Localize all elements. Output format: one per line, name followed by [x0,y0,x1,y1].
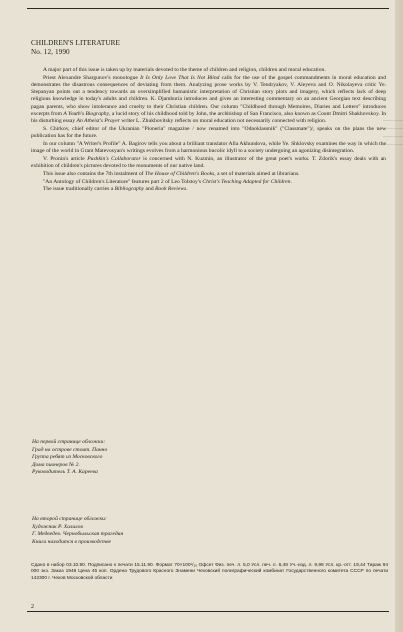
text-run: The issue traditionally carries a [43,186,115,193]
journal-title: CHILDREN'S LITERATURE [31,39,121,47]
text-run: A major part of this issue is taken up by materials devoted to the theme of children and religion, children and moral education. [43,67,326,73]
summary-paragraph [31,67,386,74]
text-run: is concerned with N. Kuzmin, an illustrator of the great poet's works. T. Zdorik's essay deals with an exhibition of children's pictures devoted to the monuments of our native land. [31,155,386,170]
imprint-text: Сдано в набор 03.10.90. Подписано к печати 15.11.90. Формат 70×100¹/₁₆ Офсет Физ. печ. л. 5,0 Усл. печ. л. 6,48 Уч.-изд. л. 9,98 Усл. кр.-отт. 19,44 Тираж 94 000 экз. Заказ 1946 Цена 45 коп. Ордена Трудового Красного Знамени Чеховский полиграфический комбинат Государственного комитета СССР по печати 142300 г. Чехов Московской области [31,563,388,581]
summary-paragraph [31,141,386,155]
italic-title: Christ's Teaching Adapted for Children [202,178,291,185]
page-number: 2 [31,604,34,610]
text-run: and [144,186,156,193]
text-run: writer L. Zhukhovitsky reflects on moral education not necessarily connected with religion. [119,118,327,125]
italic-title: The House of Children's Books [144,170,215,177]
summary-paragraph [31,126,386,140]
summary-paragraph [31,75,386,125]
second-cover-line: Г. Медведев. Чернобыльская трагедия [32,531,124,537]
first-cover-line: Группа ребят из Московского [32,454,103,460]
text-run: calls for the use of the gospel commandments in moral education and demonstrates the disastrous consequences of deviating from them. Analyzing prose works by V. Tendryakov, V. Aleyeva and O. Nikolayeva critic Ye. Stepanyan points out a tendency towards an oversimplified humanistic interpretation of Christian story plots and imagery, which reflects lack of deep religious knowledge in today's adults and children. K. Djamburia introduces and gives an interesting commentary on an ancient Georgian text describing pagan parents, who show intolerance and cruelty to their Christian children. Our column "Childhood through Memoires, Diaries and Letters" introduces excerpts from [31,74,386,117]
bottom-rule [27,611,389,612]
text-run: In our column "A Writer's Profile" A. Bagirov tells you about a brilliant translator Alla Akhundova, while Ye. Shklovsky examines the way in which the image of the world in Grant Matevosyan's writings evolves from a harmonious bucolic idyll to a society undergoing an agonizing disintegration. [31,140,386,155]
text-run: . [290,178,292,185]
first-cover-line: Руководитель Т. А. Кареева [32,469,98,475]
text-run: S. Chirkov, chief editor of the Ukranian "Pioneria" magazine / now renamed into "Odnoklassnik" ("Classmate")/, speaks on the plans the new publication has for the future. [31,125,386,140]
summary-paragraph [31,179,386,186]
text-run: , a set of materials aimed at librarians. [214,170,300,177]
summary-paragraph [31,171,386,178]
second-cover-line: Художник Р. Халилов [32,523,83,530]
second-cover-credits [32,516,123,546]
text-run: "An Antology of Children's Literature" features part 2 of Leo Tolstoy's [43,178,203,185]
text-run: , a lucid story of his childhood told by John, the archbishop of San Francisco, also known as Count Dmitri Shakhovskoy. In his disturbing essay [31,110,386,125]
second-cover-line: Книга находится в производстве [32,538,111,545]
text-run: . [186,186,188,193]
italic-title: Book Reviews [155,186,187,193]
italic-title: It Is Only Love That Is Not Blind [140,74,220,81]
summary-text [31,67,386,194]
italic-title: A Youth's Biography [63,110,110,117]
first-cover-credits [32,439,107,477]
top-rule [27,8,389,9]
first-cover-line: Град на острове стоит. Панно [32,446,108,453]
italic-title: An Atheist's Prayer [76,118,120,125]
journal-heading [31,39,120,57]
summary-paragraph [31,156,386,170]
page-edge [395,0,403,632]
second-cover-caption: На второй странице обложки: [32,516,107,522]
issue-number: No. 12, 1990 [31,48,70,56]
text-run: Priest Alexandre Shargunov's monologue [43,74,141,81]
text-run: V. Pronin's article [43,155,88,162]
summary-paragraph [31,186,386,193]
text-run: This issue also contains the 7th instalment of [43,170,145,177]
first-cover-line: Дома пионеров № 2. [32,461,80,468]
italic-title: Bibliography [114,186,145,193]
first-cover-caption: На первой странице обложки: [32,439,106,445]
italic-title: Pushkin's Collaborator [87,155,141,162]
